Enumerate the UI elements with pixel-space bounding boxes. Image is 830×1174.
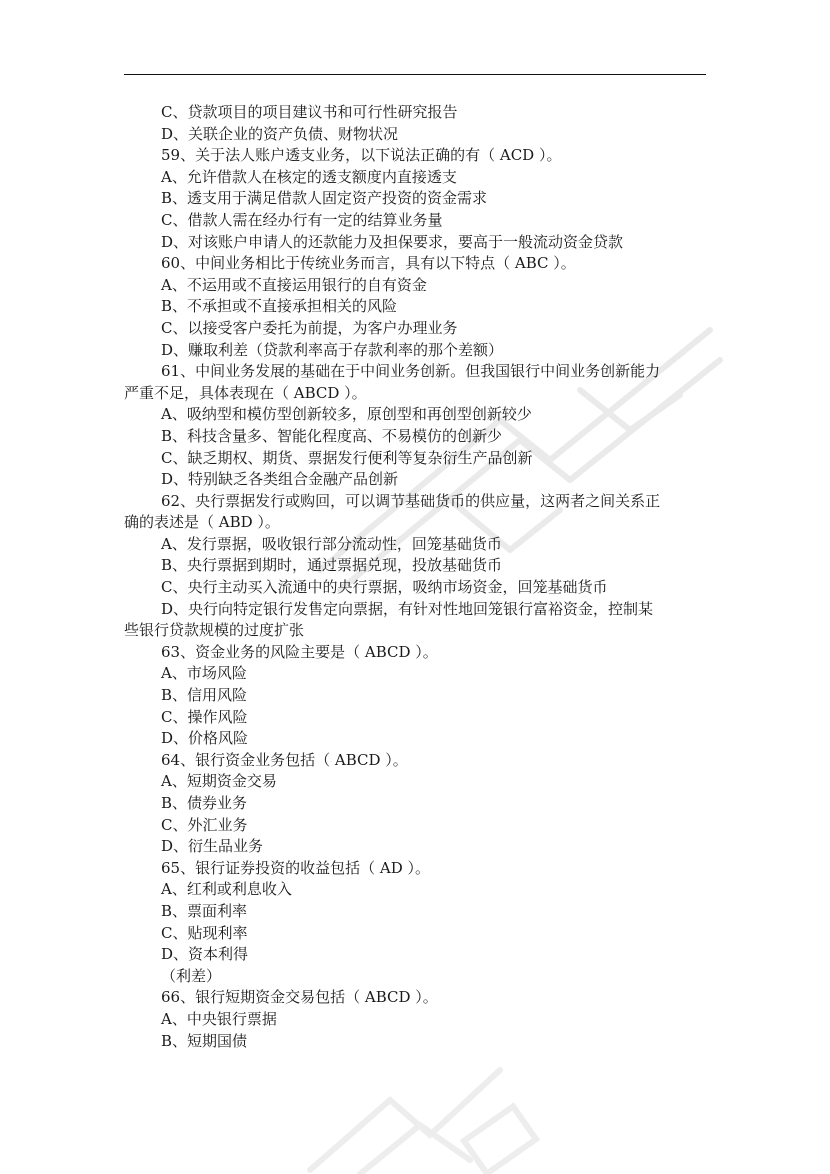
option-line: D、价格风险 <box>161 729 249 748</box>
option-line: C、贴现利率 <box>161 923 248 942</box>
option-line: C、操作风险 <box>161 707 248 726</box>
option-line: A、短期资金交易 <box>161 772 277 791</box>
question-line: 65、银行证券投资的收益包括（ AD ）。 <box>161 858 430 877</box>
option-line: C、借款人需在经办行有一定的结算业务量 <box>161 210 443 229</box>
option-line: B、票面利率 <box>161 901 248 920</box>
option-line: C、贷款项目的项目建议书和可行性研究报告 <box>161 103 458 121</box>
note-line: （利差） <box>161 966 222 985</box>
option-line: D、资本利得 <box>161 945 249 964</box>
question-line: 59、关于法人账户透支业务，以下说法正确的有（ ACD ）。 <box>161 146 562 165</box>
option-line: A、市场风险 <box>161 664 247 683</box>
option-line: D、赚取利差（贷款利率高于存款利率的那个差额） <box>161 340 504 359</box>
header-rule <box>124 74 706 75</box>
option-line: A、不运用或不直接运用银行的自有资金 <box>161 275 427 294</box>
option-line: A、中央银行票据 <box>161 1009 277 1028</box>
question-line: 63、资金业务的风险主要是（ ABCD ）。 <box>161 642 438 661</box>
option-line: D、关联企业的资产负债、财物状况 <box>161 124 399 143</box>
option-line: D、特别缺乏各类组合金融产品创新 <box>161 470 399 489</box>
question-continuation: 确的表述是（ ABD ）。 <box>124 513 280 532</box>
option-line: D、央行向特定银行发售定向票据，有针对性地回笼银行富裕资金，控制某 <box>161 599 654 618</box>
option-line: C、外汇业务 <box>161 815 248 834</box>
question-line: 62、央行票据发行或购回，可以调节基础货币的供应量，这两者之间关系正 <box>161 491 661 510</box>
option-line: B、信用风险 <box>161 686 248 705</box>
option-line: B、科技含量多、智能化程度高、不易模仿的创新少 <box>161 426 503 445</box>
question-continuation: 严重不足，具体表现在（ ABCD ）。 <box>124 383 367 402</box>
option-line: A、允许借款人在核定的透支额度内直接透支 <box>161 167 457 186</box>
question-line: 66、银行短期资金交易包括（ ABCD ）。 <box>161 988 438 1007</box>
document-body <box>124 102 708 1052</box>
option-line: D、对该账户申请人的还款能力及担保要求，要高于一般流动资金贷款 <box>161 232 624 251</box>
option-line: B、债券业务 <box>161 794 248 812</box>
option-line: B、央行票据到期时，通过票据兑现，投放基础货币 <box>161 556 503 575</box>
option-line: B、短期国债 <box>161 1031 248 1050</box>
option-line: C、央行主动买入流通中的央行票据，吸纳市场资金，回笼基础货币 <box>161 578 608 597</box>
option-line: B、不承担或不直接承担相关的风险 <box>161 297 398 316</box>
option-continuation: 些银行贷款规模的过度扩张 <box>124 621 305 640</box>
question-line: 60、中间业务相比于传统业务而言，具有以下特点（ ABC ）。 <box>161 254 576 273</box>
watermark-graphic-lower <box>300 1060 560 1174</box>
question-line: 61、中间业务发展的基础在于中间业务创新。但我国银行中间业务创新能力 <box>161 362 661 381</box>
option-line: C、缺乏期权、期货、票据发行便利等复杂衍生产品创新 <box>161 448 533 467</box>
option-line: A、吸纳型和模仿型创新较多，原创型和再创型创新较少 <box>161 405 532 424</box>
option-line: A、红利或利息收入 <box>161 880 292 899</box>
option-line: A、发行票据，吸收银行部分流动性，回笼基础货币 <box>161 534 502 553</box>
option-line: C、以接受客户委托为前提，为客户办理业务 <box>161 318 458 337</box>
question-line: 64、银行资金业务包括（ ABCD ）。 <box>161 750 408 769</box>
option-line: B、透支用于满足借款人固定资产投资的资金需求 <box>161 189 488 208</box>
option-line: D、衍生品业务 <box>161 837 264 856</box>
